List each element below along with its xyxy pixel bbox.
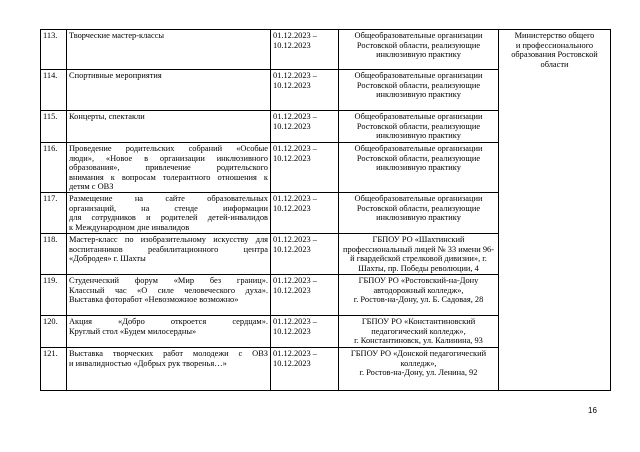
text-line: педагогический колледж»,	[371, 326, 466, 336]
text-line: 01.12.2023 –	[273, 71, 317, 80]
text-line: г. Ростов-на-Дону, ул. Ленина, 92	[359, 368, 478, 378]
event-place	[339, 234, 499, 275]
text-line: инклюзивную практику	[376, 90, 461, 100]
text-line: Общеобразовательные организации	[354, 71, 483, 80]
text-line: 10.12.2023	[273, 203, 311, 213]
text-line: Общеобразовательные организации	[354, 31, 483, 40]
events-table-body	[41, 30, 611, 391]
text-line: колледж»,	[400, 358, 437, 368]
event-dates	[271, 234, 339, 275]
text-line: 01.12.2023 –	[273, 144, 317, 153]
event-title	[67, 234, 271, 275]
text-line: г. Константиновск, ул. Калинина, 93	[354, 336, 483, 346]
event-title	[67, 30, 271, 70]
event-place	[339, 143, 499, 193]
text-line: Выставка творческих работ молодежи с ОВЗ	[69, 349, 268, 358]
text-line: 10.12.2023	[273, 40, 311, 50]
event-place	[339, 348, 499, 391]
text-line: образования Ростовской	[511, 50, 598, 60]
text-line: 01.12.2023 –	[273, 194, 317, 203]
text-line: инклюзивную практику	[376, 131, 461, 141]
text-line: ГБПОУ РО «Донской педагогический	[350, 349, 487, 358]
text-line: 01.12.2023 –	[273, 112, 317, 121]
row-number: 116.	[41, 143, 67, 193]
text-line: Ростовской области, реализующие	[356, 40, 481, 50]
event-place	[339, 193, 499, 234]
text-line: 10.12.2023	[273, 244, 311, 254]
text-line: 10.12.2023	[273, 80, 311, 90]
text-line: Акция «Добро откроется сердцам».	[69, 317, 268, 326]
text-line: Общеобразовательные организации	[354, 112, 483, 121]
event-title	[67, 70, 271, 111]
event-place	[339, 275, 499, 316]
text-line: автодорожный колледж»,	[373, 285, 464, 295]
text-line: к Международном дне инвалидов	[69, 222, 190, 232]
text-line: инклюзивную практику	[376, 50, 461, 60]
text-line: Выставка фоторабот «Невозможное возможно»	[69, 295, 239, 305]
text-line: Министерство общего	[514, 31, 595, 40]
text-line: Общеобразовательные организации	[354, 144, 483, 153]
text-line: люди», «Новое в организации инклюзивного	[69, 153, 268, 163]
event-dates	[271, 193, 339, 234]
text-line: Спортивные мероприятия	[69, 71, 162, 80]
text-line: й гвардейской стрелковой дивизии», г.	[350, 254, 487, 264]
text-line: Классный час «О силе человеческого духа».	[69, 285, 268, 295]
event-place	[339, 30, 499, 70]
text-line: Творческие мастер-классы	[69, 31, 165, 40]
text-line: Ростовской области, реализующие	[356, 80, 481, 90]
row-number: 117.	[41, 193, 67, 234]
text-line: ГБПОУ РО «Константиновский	[361, 317, 476, 326]
text-line: для сотрудников и родителей детей-инвалидов	[69, 213, 268, 223]
text-line: Шахты, пр. Победы революции, 4	[358, 263, 479, 273]
event-dates	[271, 111, 339, 143]
text-line: 01.12.2023 –	[273, 31, 317, 40]
text-line: инклюзивную практику	[376, 163, 461, 173]
row-number: 113.	[41, 30, 67, 70]
responsible-organization	[499, 30, 611, 391]
event-place	[339, 316, 499, 348]
row-number: 114.	[41, 70, 67, 111]
row-number: 119.	[41, 275, 67, 316]
event-title	[67, 316, 271, 348]
text-line: г. Ростов-на-Дону, ул. Б. Садовая, 28	[353, 295, 484, 305]
text-line: 10.12.2023	[273, 285, 311, 295]
text-line: 10.12.2023	[273, 121, 311, 131]
row-number: 115.	[41, 111, 67, 143]
text-line: 01.12.2023 –	[273, 317, 317, 326]
table-row	[41, 30, 611, 70]
text-line: Общеобразовательные организации	[354, 194, 483, 203]
text-line: 10.12.2023	[273, 358, 311, 368]
text-line: 01.12.2023 –	[273, 349, 317, 358]
event-dates	[271, 316, 339, 348]
text-line: детям с ОВЗ	[69, 182, 114, 192]
text-line: «Добродея» г. Шахты	[69, 254, 146, 264]
text-line: и инвалидностью «Добрых рук творенья…»	[69, 358, 227, 368]
text-line: организаций, на стенде информации	[69, 203, 268, 213]
text-line: Проведение родительских собраний «Особые	[69, 144, 268, 153]
events-table	[40, 29, 611, 391]
row-number: 120.	[41, 316, 67, 348]
text-line: инклюзивную практику	[376, 213, 461, 223]
text-line: Круглый стол «Будем милосердны»	[69, 326, 197, 336]
text-line: ГБПОУ РО «Шахтинский	[372, 235, 465, 244]
text-line: Размещение на сайте образовательных	[69, 194, 268, 203]
text-line: Концерты, спектакли	[69, 112, 145, 121]
page-number: 16	[588, 406, 597, 415]
text-line: и профессионального	[515, 40, 594, 50]
text-line: Студенческий форум «Мир без границ».	[69, 276, 268, 285]
text-line: 10.12.2023	[273, 326, 311, 336]
event-dates	[271, 143, 339, 193]
text-line: профессиональный лицей № 33 имени 96-	[343, 244, 494, 254]
text-line: 10.12.2023	[273, 153, 311, 163]
text-line: ГБПОУ РО «Ростовский-на-Дону	[358, 276, 479, 285]
text-line: воспитанников реабилитационного центра	[69, 244, 268, 254]
text-line: внимания к вопросам толерантного отношения к	[69, 172, 268, 182]
text-line: образования», привлечение родительского	[69, 163, 268, 173]
event-title	[67, 193, 271, 234]
event-place	[339, 111, 499, 143]
event-place	[339, 70, 499, 111]
row-number: 121.	[41, 348, 67, 391]
text-line: Мастер-класс по изобразительному искусству для	[69, 235, 268, 244]
event-title	[67, 275, 271, 316]
event-dates	[271, 275, 339, 316]
text-line: Ростовской области, реализующие	[356, 121, 481, 131]
event-dates	[271, 70, 339, 111]
event-dates	[271, 348, 339, 391]
text-line: Ростовской области, реализующие	[356, 153, 481, 163]
text-line: области	[540, 59, 569, 69]
event-title	[67, 143, 271, 193]
text-line: 01.12.2023 –	[273, 276, 317, 285]
event-dates	[271, 30, 339, 70]
row-number: 118.	[41, 234, 67, 275]
text-line: 01.12.2023 –	[273, 235, 317, 244]
event-title	[67, 348, 271, 391]
text-line: Ростовской области, реализующие	[356, 203, 481, 213]
event-title	[67, 111, 271, 143]
